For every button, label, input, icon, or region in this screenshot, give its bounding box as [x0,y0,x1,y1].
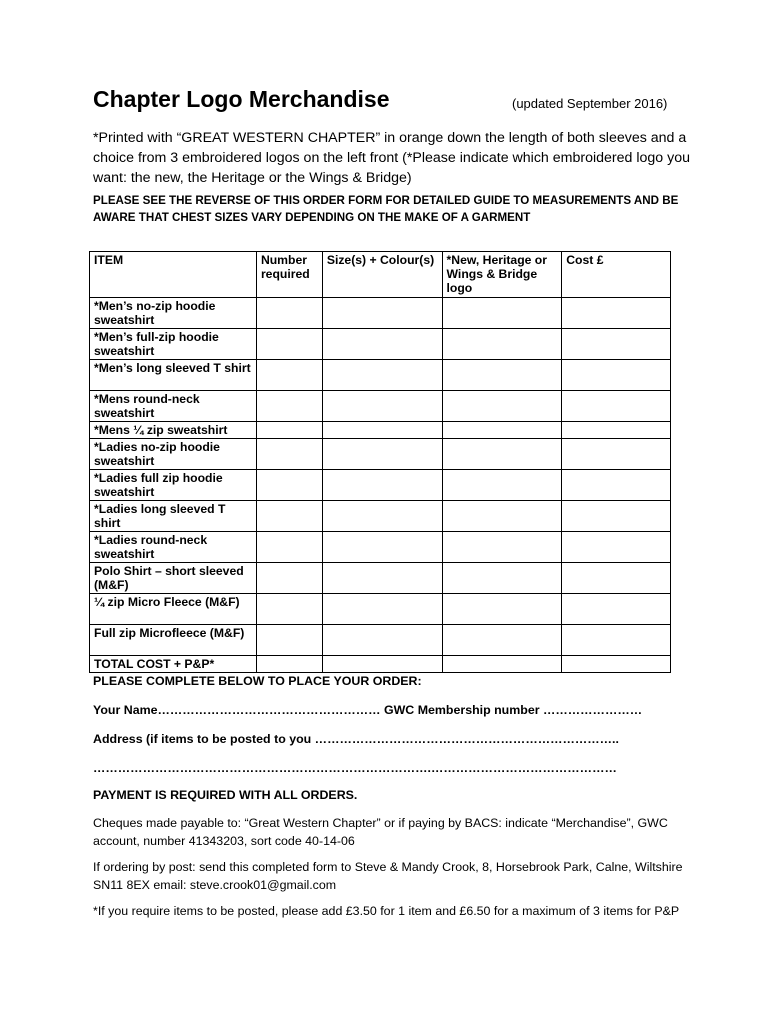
size-colour-cell[interactable] [322,594,442,625]
cheque-instructions: Cheques made payable to: “Great Western Chapter” or if paying by BACS: indicate “Merchandise”, GWC account, number 41343203, sort code 40-14-06 [93,816,668,848]
table-row [90,439,671,470]
logo-cell[interactable] [442,470,562,501]
number-cell[interactable] [256,594,322,625]
name-membership-field[interactable]: Your Name……………………………………………… GWC Membership number …………………… [93,703,643,717]
header-cost: Cost £ [562,252,671,298]
table-row [90,563,671,594]
header-item: ITEM [90,252,257,298]
cost-cell[interactable] [562,422,671,439]
table-row [90,470,671,501]
address-field[interactable]: Address (if items to be posted to you ……………………………………………………………….. [93,732,619,746]
logo-cell[interactable] [442,329,562,360]
table-row [90,298,671,329]
postage-note: *If you require items to be posted, please add £3.50 for 1 item and £6.50 for a maximum of 3 items for P&P [93,904,680,918]
number-cell[interactable] [256,470,322,501]
intro-text: *Printed with “GREAT WESTERN CHAPTER” in orange down the length of both sleeves and a choice from 3 embroidered logos on the left front (*Please indicate which embroidered logo you want: the new, the Heritage or the Wings & Bridge) [93,130,690,186]
table-row [90,360,671,391]
measurement-notice: PLEASE SEE THE REVERSE OF THIS ORDER FORM FOR DETAILED GUIDE TO MEASUREMENTS AND BE AWARE THAT CHEST SIZES VARY DEPENDING ON THE MAKE OF A GARMENT [93,194,679,224]
item-label: *Mens ¼ zip sweatshirt [90,422,257,439]
number-cell[interactable] [256,422,322,439]
logo-cell[interactable] [442,391,562,422]
cost-cell[interactable] [562,532,671,563]
item-label: *Ladies full zip hoodie sweatshirt [90,470,257,501]
header-logo: *New, Heritage or Wings & Bridge logo [442,252,562,298]
page-title: Chapter Logo Merchandise [93,86,390,112]
item-label: Polo Shirt – short sleeved (M&F) [90,563,257,594]
cost-cell[interactable] [562,470,671,501]
size-colour-cell[interactable] [322,298,442,329]
size-colour-cell[interactable] [322,656,442,673]
cost-cell[interactable] [562,439,671,470]
cost-cell[interactable] [562,625,671,656]
table-row [90,532,671,563]
logo-cell[interactable] [442,439,562,470]
item-label: TOTAL COST + P&P* [90,656,257,673]
item-label: *Men’s long sleeved T shirt [90,360,257,391]
table-row [90,656,671,673]
cost-cell[interactable] [562,594,671,625]
logo-cell[interactable] [442,563,562,594]
number-cell[interactable] [256,501,322,532]
size-colour-cell[interactable] [322,422,442,439]
logo-cell[interactable] [442,532,562,563]
cost-cell[interactable] [562,298,671,329]
header-size-colour: Size(s) + Colour(s) [322,252,442,298]
size-colour-cell[interactable] [322,439,442,470]
number-cell[interactable] [256,656,322,673]
logo-cell[interactable] [442,594,562,625]
cost-cell[interactable] [562,391,671,422]
item-label: ¼ zip Micro Fleece (M&F) [90,594,257,625]
number-cell[interactable] [256,329,322,360]
cost-cell[interactable] [562,656,671,673]
size-colour-cell[interactable] [322,329,442,360]
logo-cell[interactable] [442,422,562,439]
number-cell[interactable] [256,391,322,422]
updated-date: (updated September 2016) [512,96,668,111]
item-label: *Mens round-neck sweatshirt [90,391,257,422]
number-cell[interactable] [256,439,322,470]
number-cell[interactable] [256,625,322,656]
order-heading: PLEASE COMPLETE BELOW TO PLACE YOUR ORDER: [93,674,422,688]
number-cell[interactable] [256,563,322,594]
logo-cell[interactable] [442,501,562,532]
size-colour-cell[interactable] [322,563,442,594]
cost-cell[interactable] [562,563,671,594]
item-label: Full zip Microfleece (M&F) [90,625,257,656]
cost-cell[interactable] [562,360,671,391]
table-row [90,501,671,532]
item-label: *Men’s no-zip hoodie sweatshirt [90,298,257,329]
table-row [90,329,671,360]
logo-cell[interactable] [442,625,562,656]
size-colour-cell[interactable] [322,360,442,391]
logo-cell[interactable] [442,656,562,673]
size-colour-cell[interactable] [322,391,442,422]
table-row [90,391,671,422]
table-header-row [90,252,671,298]
item-label: *Men’s full-zip hoodie sweatshirt [90,329,257,360]
address-field-continued[interactable]: ……………………………………………………………………….……………………………………… [93,761,617,775]
number-cell[interactable] [256,532,322,563]
payment-heading: PAYMENT IS REQUIRED WITH ALL ORDERS. [93,788,358,802]
header-number-required: Number required [256,252,322,298]
logo-cell[interactable] [442,360,562,391]
cost-cell[interactable] [562,501,671,532]
number-cell[interactable] [256,298,322,329]
table-row [90,625,671,656]
item-label: *Ladies long sleeved T shirt [90,501,257,532]
item-label: *Ladies round-neck sweatshirt [90,532,257,563]
size-colour-cell[interactable] [322,470,442,501]
logo-cell[interactable] [442,298,562,329]
size-colour-cell[interactable] [322,625,442,656]
table-row [90,594,671,625]
table-row [90,422,671,439]
item-label: *Ladies no-zip hoodie sweatshirt [90,439,257,470]
size-colour-cell[interactable] [322,532,442,563]
order-table [89,251,671,673]
number-cell[interactable] [256,360,322,391]
postal-instructions: If ordering by post: send this completed form to Steve & Mandy Crook, 8, Horsebrook Park, Calne, Wiltshire SN11 8EX email: steve.crook01@gmail.com [93,860,683,892]
cost-cell[interactable] [562,329,671,360]
size-colour-cell[interactable] [322,501,442,532]
